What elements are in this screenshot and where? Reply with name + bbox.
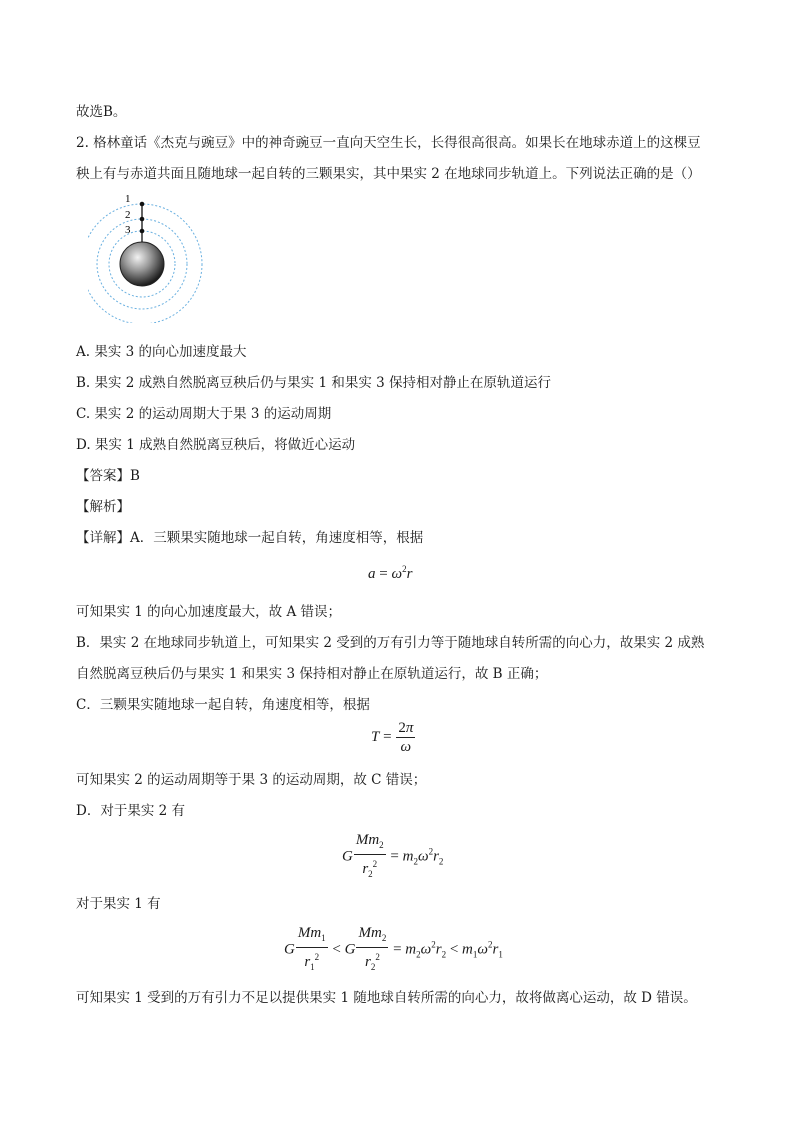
explanation-b-line2: 自然脱离豆秧后仍与果实 1 和果实 3 保持相对静止在原轨道运行，故 B 正确； <box>76 666 548 682</box>
explanation-d-conclusion: 可知果实 1 受到的万有引力不足以提供果实 1 随地球自转所需的向心力，故将做离心运动，故 D 错误。 <box>76 990 697 1006</box>
question-stem-line1: 2. 格林童话《杰克与豌豆》中的神奇豌豆一直向天空生长，长得很高很高。如果长在地球赤道上的这棵豆 <box>76 135 701 151</box>
orbit-diagram <box>88 188 208 323</box>
explanation-a: 可知果实 1 的向心加速度最大，故 A 错误； <box>76 604 342 620</box>
option-c: C. 果实 2 的运动周期大于果 3 的运动周期 <box>76 406 332 422</box>
explanation-d-fruit1: 对于果实 1 有 <box>76 896 161 912</box>
fruit-label-2: 2 <box>125 209 131 221</box>
explanation-b-line1: B．果实 2 在地球同步轨道上，可知果实 2 受到的万有引力等于随地球自转所需的向心力，故果实 2 成熟 <box>76 635 705 651</box>
explanation-d-intro: D．对于果实 2 有 <box>76 803 185 819</box>
detail-line: 【详解】A．三颗果实随地球一起自转，角速度相等，根据 <box>76 530 424 546</box>
fruit-label-3: 3 <box>125 224 131 236</box>
explanation-c-intro: C．三颗果实随地球一起自转，角速度相等，根据 <box>76 697 370 713</box>
option-a: A. 果实 3 的向心加速度最大 <box>76 344 247 360</box>
option-d: D. 果实 1 成熟自然脱离豆秧后，将做近心运动 <box>76 437 356 453</box>
explanation-c: 可知果实 2 的运动周期等于果 3 的运动周期，故 C 错误； <box>76 772 427 788</box>
answer-line: 【答案】B <box>76 468 140 484</box>
option-b: B. 果实 2 成熟自然脱离豆秧后仍与果实 1 和果实 3 保持相对静止在原轨道运行 <box>76 375 552 391</box>
fruit-3 <box>140 229 145 234</box>
question-stem-line2: 秧上有与赤道共面且随地球一起自转的三颗果实，其中果实 2 在地球同步轨道上。下列说法正确的是（） <box>76 166 701 182</box>
formula-fruit1-inequality: G $\frac{Mm_1}{r_1^2}$ < G $\frac{Mm_2}{r_2^2}$ = $m_2\omega^2r_2 < m_1\omega^2r_1$ <box>284 925 503 972</box>
formula-a-omega-r: $a = \omega^2r$ <box>368 564 413 582</box>
text-line-conclusion: 故选B。 <box>76 104 127 120</box>
formula-period: T = $\frac{2\pi}{\omega}$ <box>371 720 414 755</box>
formula-fruit2-gravity: G $\frac{Mm_2}{r_2^2}$ = $m_2\omega^2r_2$ <box>342 832 444 879</box>
fruit-label-1: 1 <box>125 193 131 205</box>
fruit-1 <box>140 202 145 207</box>
fruit-2 <box>140 217 145 222</box>
analysis-heading: 【解析】 <box>76 499 130 515</box>
earth <box>120 242 164 286</box>
